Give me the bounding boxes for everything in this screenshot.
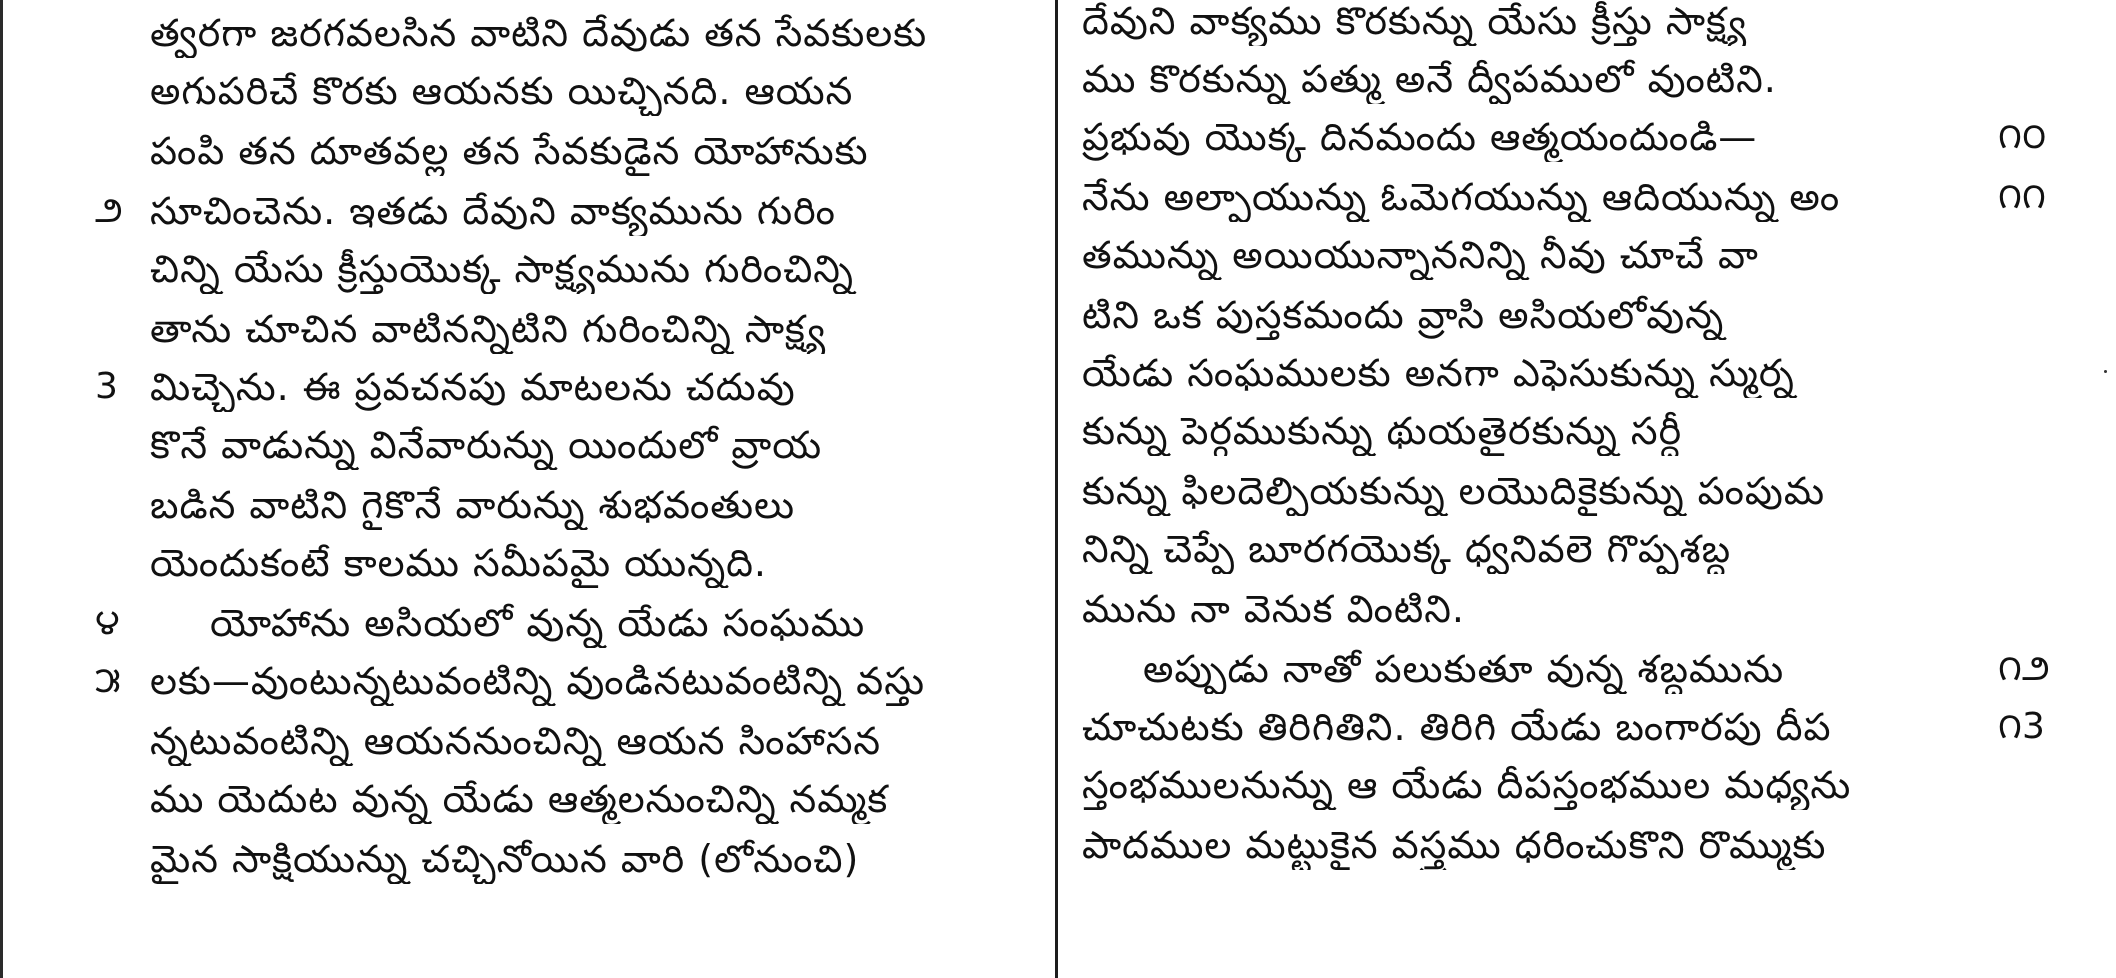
text-line: కున్ను ఫిలదెల్ఫియకున్ను లయొదికైకున్ను పంపుమ (1082, 469, 1826, 513)
verse-number: ౧౧ (1998, 176, 2046, 217)
text-line: తాను చూచిన వాటినన్నిటిని గురించిన్ని సాక్ష్య (150, 307, 827, 351)
text-line: స్తంభములనున్ను ఆ యేడు దీపస్తంభముల మధ్యను (1082, 763, 1852, 807)
verse-number: 3 (95, 366, 118, 407)
text-line: కున్ను పెర్గముకున్ను థుయతైరకున్ను సర్దీ (1082, 409, 1683, 453)
verse-number: ౪ (95, 602, 120, 643)
text-line: సూచించెను. ఇతడు దేవుని వాక్యమును గురిం (150, 189, 836, 233)
text-line: చిన్ని యేసు క్రీస్తుయొక్క సాక్ష్యమును గురించిన్ని (150, 247, 854, 291)
text-line: యోహాను అసియలో వున్న యేడు సంఘము (210, 601, 866, 645)
text-line: టిని ఒక పుస్తకమందు వ్రాసి అసియలోవున్న (1082, 293, 1725, 337)
text-line: తమున్ను అయియున్నాననిన్ని నీవు చూచే వా (1082, 233, 1759, 277)
text-line: ప్రభువు యొక్క దినమందు ఆత్మయందుండి— (1082, 115, 1758, 159)
text-line: న్నటువంటిన్ని ఆయననుంచిన్ని ఆయన సింహాసన (150, 719, 882, 763)
text-line: త్వరగా జరగవలసిన వాటిని దేవుడు తన సేవకులకు (150, 11, 928, 55)
text-line: దేవుని వాక్యము కొరకున్ను యేసు క్రీస్తు సాక్ష్య (1082, 0, 1748, 43)
text-line: చూచుటకు తిరిగితిని. తిరిగి యేడు బంగారపు దీప (1082, 705, 1832, 749)
verse-number: ౧3 (1998, 706, 2045, 747)
text-line: అగుపరిచే కొరకు ఆయనకు యిచ్చినది. ఆయన (150, 69, 854, 113)
text-line: అప్పుడు నాతో పలుకుతూ వున్న శబ్దమును (1143, 647, 1785, 691)
text-line: కొనే వాడున్ను వినేవారున్ను యిందులో వ్రాయ (150, 423, 823, 467)
text-line: మిచ్చెను. ఈ ప్రవచనపు మాటలను చదువు (150, 365, 796, 409)
text-line: యెందుకంటే కాలము సమీపమై యున్నది. (150, 541, 768, 585)
text-line: నిన్ని చెప్పే బూరగయొక్క ధ్వనివలె గొప్పశబ్ద (1082, 527, 1732, 571)
text-line: మైన సాక్షియున్ను చచ్చినోయిన వారి (లోనుంచి) (150, 837, 860, 881)
verse-number: ౨ (95, 190, 123, 231)
left-text-column (0, 0, 1055, 978)
verse-number: ౧౦ (1998, 116, 2047, 157)
text-line: పంపి తన దూతవల్ల తన సేవకుడైన యోహానుకు (150, 129, 869, 173)
text-line: ము యెదుట వున్న యేడు ఆత్మలనుంచిన్ని నమ్మక (150, 777, 889, 821)
right-text-column (1058, 0, 2116, 978)
text-line: లకు—వుంటున్నటువంటిన్ని వుండినటువంటిన్ని వస్తు (150, 659, 926, 703)
text-line: మును నా వెనుక వింటిని. (1082, 587, 1465, 631)
verse-number: ౫ (95, 660, 121, 701)
verse-number: ౧౨ (1998, 648, 2050, 689)
text-line: బడిన వాటిని గైకొనే వారున్ను శుభవంతులు (150, 483, 796, 527)
text-line: యేడు సంఘములకు అనగా ఎఫెసుకున్ను స్ముర్న (1082, 351, 1795, 395)
text-line: ము కొరకున్ను పత్ము అనే ద్వీపములో వుంటిని. (1082, 57, 1777, 101)
text-line: పాదముల మట్టుకైన వస్త్రము ధరించుకొని రొమ్ముకు (1082, 823, 1827, 867)
text-line: నేను అల్ఫాయున్ను ఓమెగయున్ను ఆదియున్ను అం (1082, 175, 1841, 219)
